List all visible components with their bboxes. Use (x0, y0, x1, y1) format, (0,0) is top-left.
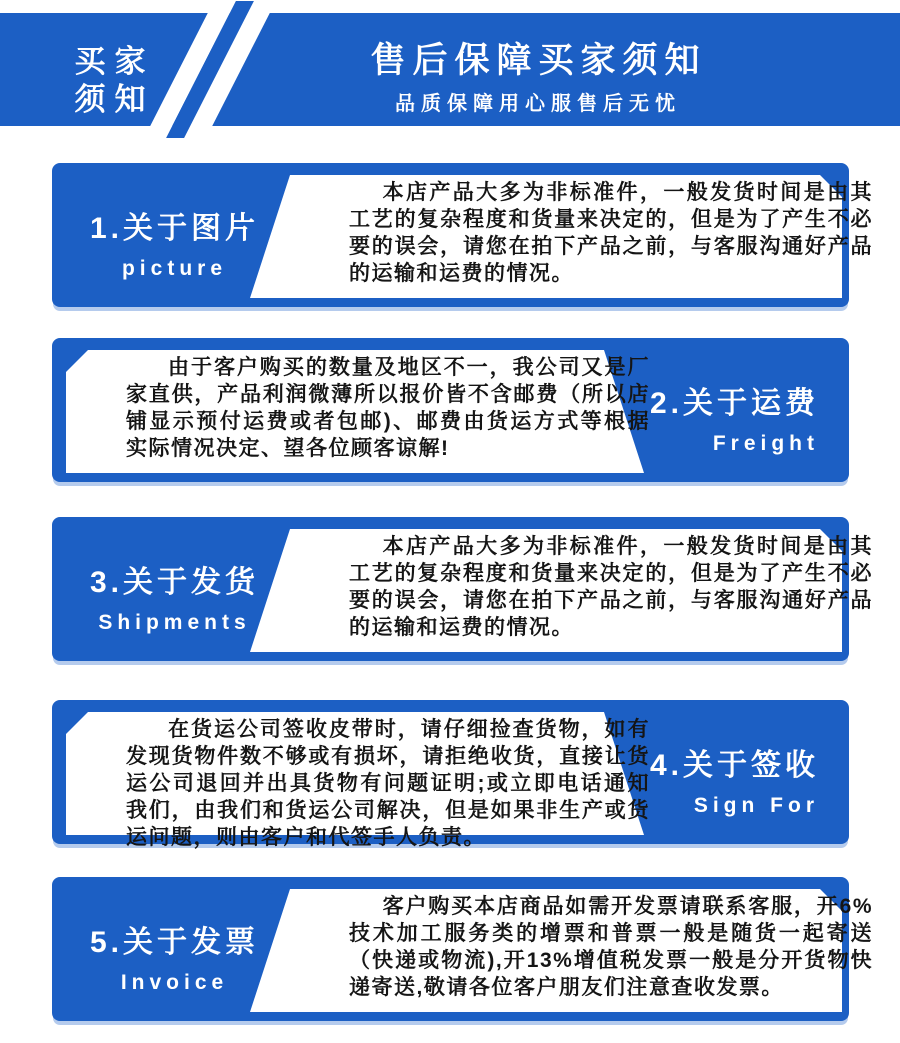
section-label (52, 163, 297, 307)
badge-line1: 买家 (74, 44, 155, 79)
section-card-picture (52, 163, 873, 307)
section-label-cn: 5.关于发票 (89, 926, 260, 959)
header-band (0, 13, 900, 126)
section-label (621, 338, 849, 482)
section-label-cn: 4.关于签收 (649, 749, 819, 782)
section-card-freight (52, 338, 849, 482)
section-label-en: Sign For (693, 794, 819, 817)
header-title-block (280, 40, 790, 117)
section-body: 本店产品大多为非标准件，一般发货时间是由其工艺的复杂程度和货量来决定的，但是为了产生不必要的误会，请您在拍下产品之前，与客服沟通好产品的运输和运费的情况。 (349, 535, 873, 639)
section-label (621, 700, 849, 844)
section-label-cn: 2.关于运费 (649, 387, 819, 420)
section-card-shipments (52, 517, 873, 661)
section-body: 本店产品大多为非标准件，一般发货时间是由其工艺的复杂程度和货量来决定的，但是为了产生不必要的误会，请您在拍下产品之前，与客服沟通好产品的运输和运费的情况。 (349, 181, 873, 285)
page-subtitle: 品质保障用心服售后无忧 (395, 93, 681, 115)
section-card-signfor (52, 700, 849, 849)
section-label-en: picture (121, 257, 227, 280)
page-title: 售后保障买家须知 (370, 41, 707, 80)
section-label-cn: 3.关于发货 (89, 566, 260, 599)
section-body: 客户购买本店商品如需开发票请联系客服，开6%技术加工服务类的增票和普票一般是随货一起寄送（快递或物流),开13%增值税发票一般是分开货物快递寄送,敬请各位客户朋友们注意查收发票。 (349, 895, 873, 999)
section-card-invoice (52, 877, 873, 1021)
section-label-en: Freight (712, 432, 819, 455)
section-label-cn: 1.关于图片 (89, 212, 260, 245)
section-label-en: Shipments (98, 611, 251, 634)
section-body: 由于客户购买的数量及地区不一，我公司又是厂家直供，产品利润微薄所以报价皆不含邮费（所以店铺显示预付运费或者包邮)、邮费由货运方式等根据实际情况决定、望各位顾客谅解! (126, 356, 650, 460)
section-label (52, 877, 297, 1021)
section-body: 在货运公司签收皮带时，请仔细捡查货物，如有发现货物件数不够或有损坏，请拒绝收货，直接让货运公司退回并出具货物有问题证明;或立即电话通知我们，由我们和货运公司解决，但是如果非生产或货运问题，则由客户和代签手人负责。 (126, 718, 650, 849)
badge-line2: 须知 (74, 82, 155, 117)
section-label-en: Invoice (120, 971, 229, 994)
section-label (52, 517, 297, 661)
